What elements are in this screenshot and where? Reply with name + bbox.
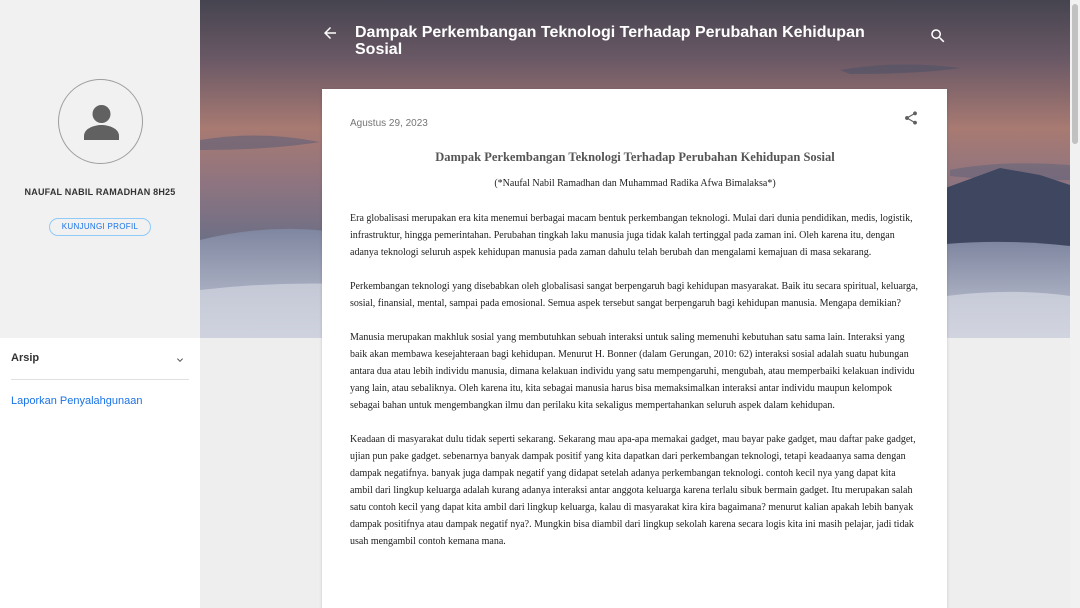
header-post-title: Dampak Perkembangan Teknologi Terhadap Perubahan Kehidupan Sosial <box>355 24 865 58</box>
share-icon[interactable] <box>903 110 919 131</box>
person-avatar-icon[interactable] <box>58 79 143 164</box>
archive-label: Arsip <box>11 352 40 364</box>
article-authors: (*Naufal Nabil Ramadhan dan Muhammad Radika Afwa Bimalaksa*) <box>494 178 776 189</box>
scrollbar-thumb[interactable] <box>1072 4 1078 144</box>
profile-section <box>0 0 200 338</box>
chevron-down-icon[interactable] <box>174 353 186 371</box>
post-card <box>322 89 947 608</box>
page-scrollbar[interactable] <box>1070 0 1080 608</box>
article-paragraph: Perkembangan teknologi yang disebabkan oleh globalisasi sangat berpengaruh bagi kehidupan masyarakat. Baik itu secara spiritual, keluarga, sosial, finansial, mental, sampai pada emosional. Semua aspek tersebut sangat berpengaruh bagi kehidupan manusia. Mengapa demikian? <box>350 281 918 309</box>
article-paragraph: Keadaan di masyarakat dulu tidak seperti sekarang. Sekarang mau apa-apa memakai gadget, mau bayar pake gadget, mau daftar pake gadget, ujian pun pake gadget. sebenarnya banyak dampak positif yang kita dapatkan dari perkembangan teknologi, tetapi keadaanya sama dengan dampak negatifnya. banyak juga dampak negatif yang didapat setelah adanya perkembangan teknologi. contoh kecil nya yang dapat kita ambil dari lingkup keluarga adalah kurang adanya interaksi antar anggota keluarga karena terlalu sibuk bermain gadget. Itu merupakan salah satu contoh kecil yang dapat kita ambil dari lingkup keluarga, kalau di masyarakat kira kira bagaimana? menurut kalian apakah lebih banyak dampak positifnya atau dampak negatif nya?. Mungkin bisa diambil dari lingkup sekolah karena secara logis kita ini masih pelajar, jadi tidak usah mengambil contoh kemana mana. <box>350 434 916 547</box>
profile-name: NAUFAL NABIL RAMADHAN 8H25 <box>24 187 176 197</box>
article-title: Dampak Perkembangan Teknologi Terhadap Perubahan Kehidupan Sosial <box>435 150 835 164</box>
visit-profile-button[interactable]: KUNJUNGI PROFIL <box>49 218 151 236</box>
article-paragraph: Manusia merupakan makhluk sosial yang membutuhkan sebuah interaksi untuk saling memenuhi kebutuhan satu sama lain. Interaksi yang baik akan membawa kesejahteraan bagi kehidupan. Menurut H. Bonner (dalam Gerungan, 2010: 62) interaksi sosial adalah suatu hubungan antara dua atau lebih individu manusia, dimana kelakuan individu yang satu mempengaruhi, mengubah, atau memperbaiki kelakuan individu yang lain, atau sebaliknya. Oleh karena itu, kita sebagai manusia harus bisa memaksimalkan interaksi antar individu maupun kelompok sebagai bahan untuk mengembangkan ilmu dan perilaku kita sekaligus mempertahankan seluruh aspek dalam kehidupan. <box>350 332 915 411</box>
article-paragraph: Era globalisasi merupakan era kita menemui berbagai macam bentuk perkembangan teknologi. Mulai dari dunia pendidikan, medis, logistik, infrastruktur, hingga pemerintahan. Perubahan tingkah laku manusia juga tidak kalah tertinggal pada zaman ini. Oleh karena itu, dengan adanya teknologi seluruh aspek kehidupan manusia pada zaman dahulu telah berubah dan mengalami kemajuan di masa sekarang. <box>350 213 913 258</box>
arrow-back-icon[interactable] <box>321 24 339 47</box>
post-body <box>350 149 920 550</box>
report-abuse-link[interactable]: Laporkan Penyalahgunaan <box>11 395 143 407</box>
sidebar <box>0 0 200 608</box>
archive-dropdown[interactable] <box>11 338 189 380</box>
search-icon[interactable] <box>929 27 947 50</box>
post-date: Agustus 29, 2023 <box>350 118 428 129</box>
